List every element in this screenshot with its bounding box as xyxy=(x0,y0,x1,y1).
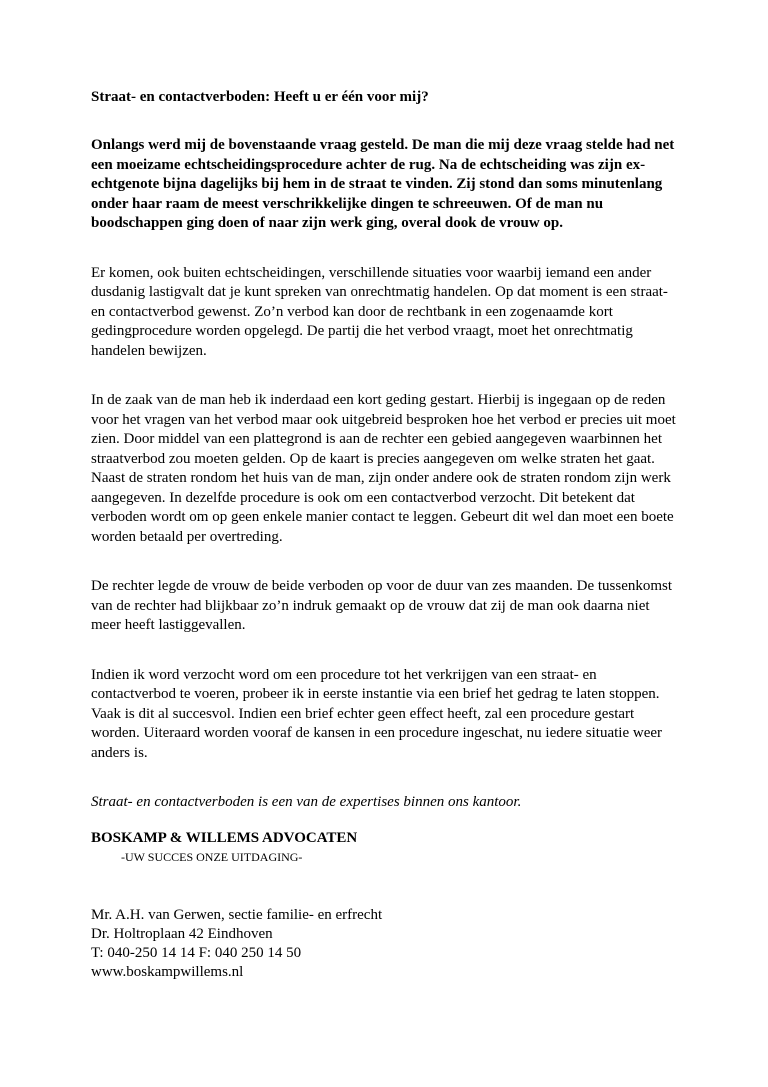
article-title: Straat- en contactverboden: Heeft u er één voor mij? xyxy=(91,89,429,105)
firm-name: BOSKAMP & WILLEMS ADVOCATEN xyxy=(91,829,358,846)
body-paragraph-1: Er komen, ook buiten echtscheidingen, verschillende situaties voor waarbij iemand een ander dusdanig lastigvalt dat je kunt spreken van onrechtmatig handelen. Op dat moment is een straat- en contactverbod gewenst. Zo’n verbod kan door de rechtbank in een zogenaamde kort gedingprocedure worden opgelegd. De partij die het verbod vraagt, moet het onrechtmatig handelen bewijzen. xyxy=(91,264,668,359)
contact-phone-fax: T: 040-250 14 14 F: 040 250 14 50 xyxy=(91,944,302,961)
contact-address: Dr. Holtroplaan 42 Eindhoven xyxy=(91,925,273,942)
body-paragraph-3: De rechter legde de vrouw de beide verboden op voor de duur van zes maanden. De tussenkomst van de rechter had blijkbaar zo’n indruk gemaakt op de vrouw dat zij de man ook daarna niet meer heeft lastiggevallen. xyxy=(91,578,673,633)
body-paragraph-2: In de zaak van de man heb ik inderdaad een kort geding gestart. Hierbij is ingegaan op de reden voor het vragen van het verbod maar ook uitgebreid besproken hoe het verbod er precies uit moet zien. Door middel van een plattegrond is aan de rechter een gebied aangegeven waarbinnen het straatverbod zou moeten gelden. Op de kaart is precies aangegeven om welke straten het gaat. Naast de straten rondom het huis van de man, zijn onder andere ook de straten rondom zijn werk aangegeven. In dezelfde procedure is ook om een contactverbod verzocht. Dit betekent dat verboden wordt om op geen enkele manier contact te leggen. Gebeurt dit wel dan moet een boete worden betaald per overtreding. xyxy=(91,392,676,545)
firm-slogan: -UW SUCCES ONZE UITDAGING- xyxy=(121,849,303,864)
document-page xyxy=(91,88,681,982)
body-paragraph-4: Indien ik word verzocht word om een procedure tot het verkrijgen van een straat- en contactverbod te voeren, probeer ik in eerste instantie via een brief het gedrag te laten stoppen. Vaak is dit al succesvol. Indien een brief echter geen effect heeft, zal een procedure gestart worden. Uiteraard worden vooraf de kansen in een procedure ingeschat, nu iedere situatie weer anders is. xyxy=(91,666,663,761)
website-link[interactable]: www.boskampwillems.nl xyxy=(91,963,244,980)
closing-line: Straat- en contactverboden is een van de expertises binnen ons kantoor. xyxy=(91,794,522,810)
contact-author: Mr. A.H. van Gerwen, sectie familie- en erfrecht xyxy=(91,906,383,923)
intro-paragraph: Onlangs werd mij de bovenstaande vraag gesteld. De man die mij deze vraag stelde had net een moeizame echtscheidingsprocedure achter de rug. Na de echtscheiding was zijn ex-echtgenote bijna dagelijks bij hem in de straat te vinden. Zij stond dan soms minutenlang onder haar raam de meest verschrikkelijke dingen te schreeuwen. Of de man nu boodschappen ging doen of naar zijn werk ging, overal dook de vrouw op. xyxy=(91,137,675,231)
